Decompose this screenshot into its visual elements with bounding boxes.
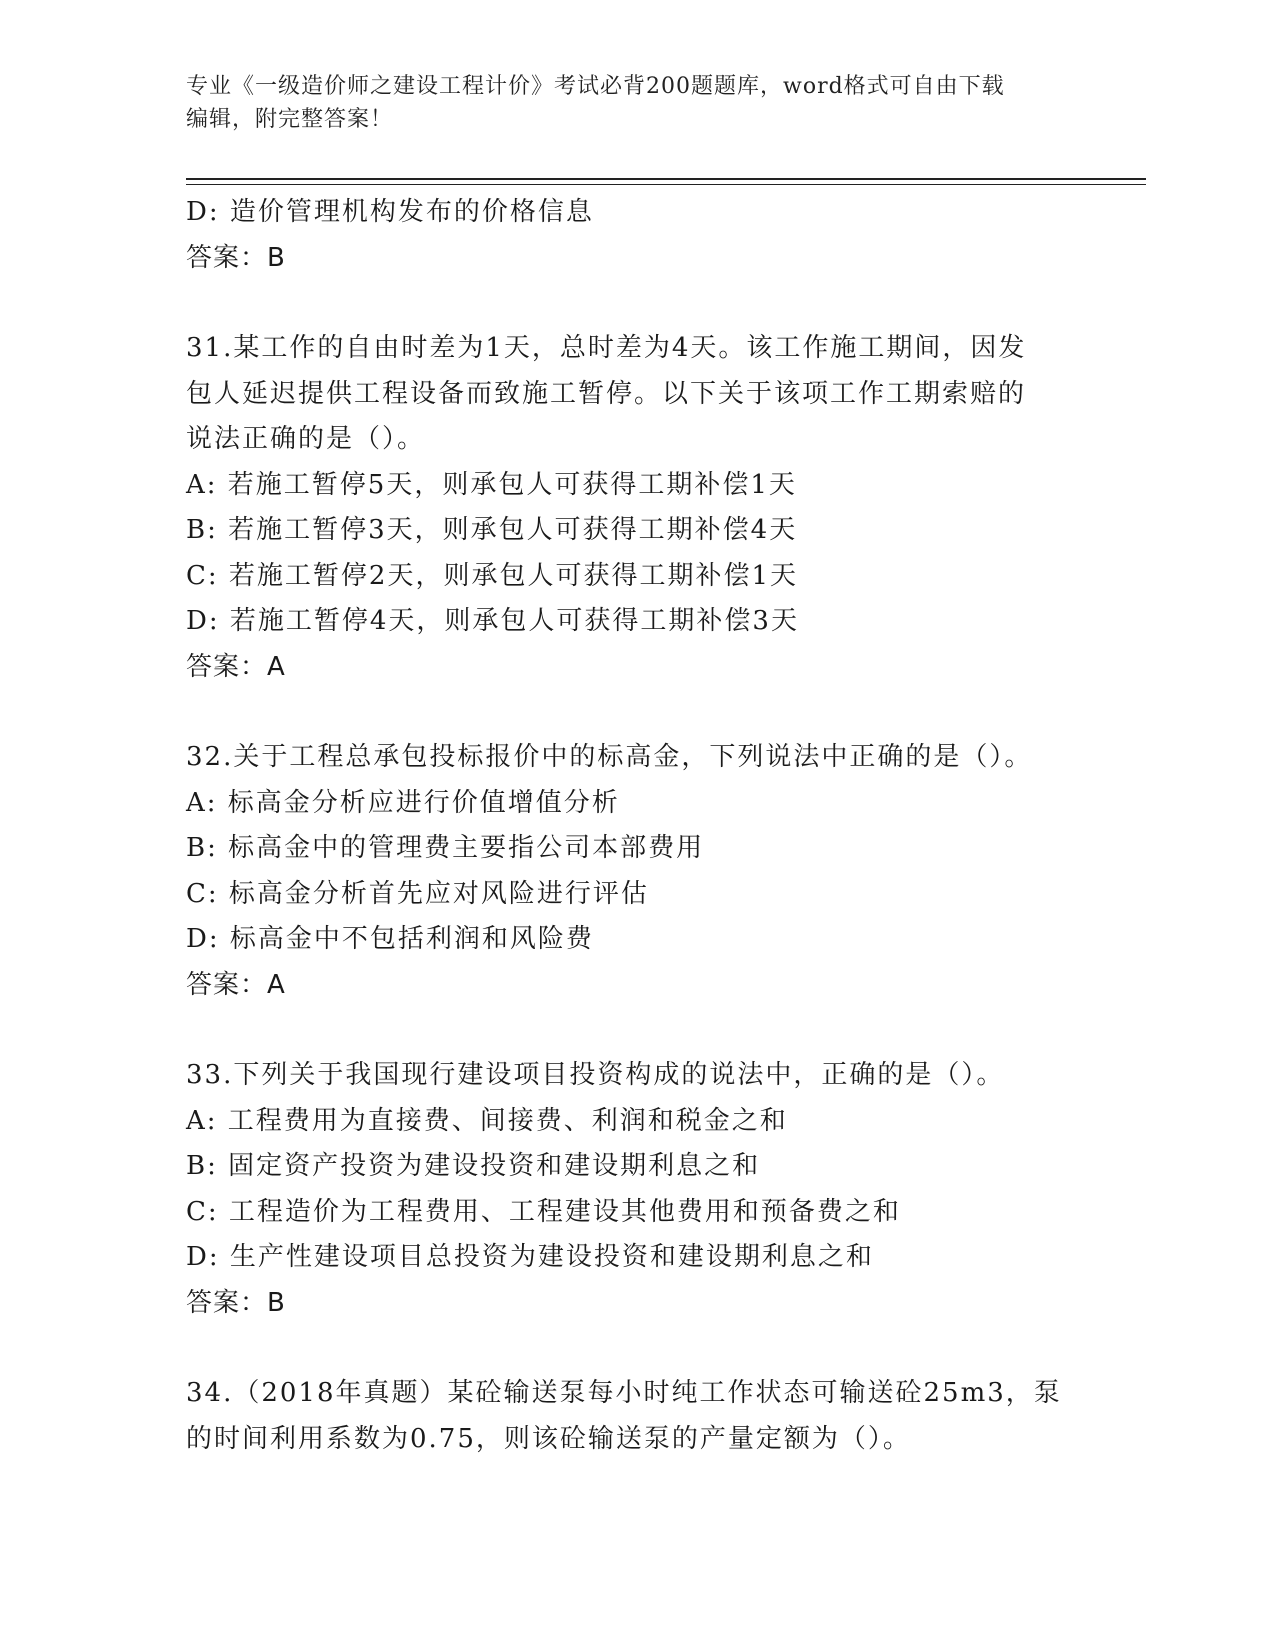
header-divider-thin: [186, 184, 1146, 185]
answer-line: 答案：B: [186, 242, 286, 273]
option-d: D: 生产性建设项目总投资为建设投资和建设期利息之和: [186, 1242, 874, 1272]
question-text: 包人延迟提供工程设备而致施工暂停。以下关于该项工作工期索赔的: [186, 378, 1027, 409]
spacer: [186, 1326, 1086, 1371]
page-header: [186, 70, 1066, 136]
question-31: [186, 326, 1086, 690]
question-list: [186, 190, 1086, 1462]
header-divider-thick: [186, 178, 1146, 180]
answer-line: 答案：A: [186, 651, 286, 682]
question-text: 31.某工作的自由时差为1天，总时差为4天。该工作施工期间，因发: [186, 333, 1027, 363]
answer-line: 答案：A: [186, 969, 286, 1000]
option-c: C: 标高金分析首先应对风险进行评估: [186, 878, 649, 909]
option-d: D: 若施工暂停4天，则承包人可获得工期补偿3天: [186, 606, 799, 636]
option-c: C: 若施工暂停2天，则承包人可获得工期补偿1天: [186, 560, 799, 591]
question-text: 34.（2018年真题）某砼输送泵每小时纯工作状态可输送砼25m3，泵: [186, 1378, 1062, 1408]
header-line-1: 专业《一级造价师之建设工程计价》考试必背200题题库，word格式可自由下载: [186, 74, 1005, 99]
option-a: A: 工程费用为直接费、间接费、利润和税金之和: [186, 1105, 788, 1136]
option-a: A: 若施工暂停5天，则承包人可获得工期补偿1天: [186, 469, 797, 500]
option-b: B: 固定资产投资为建设投资和建设期利息之和: [186, 1151, 761, 1181]
question-text: 32.关于工程总承包投标报价中的标高金，下列说法中正确的是（）。: [186, 742, 1033, 772]
option-b: B: 若施工暂停3天，则承包人可获得工期补偿4天: [186, 515, 798, 545]
question-33: [186, 1053, 1086, 1326]
option-d: D: 标高金中不包括利润和风险费: [186, 924, 594, 954]
question-34: [186, 1371, 1086, 1462]
question-32: [186, 735, 1086, 1008]
question-text: 33.下列关于我国现行建设项目投资构成的说法中，正确的是（）。: [186, 1060, 1005, 1090]
answer-line: 答案：B: [186, 1287, 286, 1318]
header-line-2: 编辑，附完整答案！: [186, 107, 394, 132]
option-d: D: 造价管理机构发布的价格信息: [186, 197, 594, 227]
question-text: 说法正确的是（）。: [186, 424, 426, 454]
question-text: 的时间利用系数为0.75，则该砼输送泵的产量定额为（）。: [186, 1423, 911, 1454]
spacer: [186, 1008, 1086, 1053]
option-b: B: 标高金中的管理费主要指公司本部费用: [186, 833, 705, 863]
option-c: C: 工程造价为工程费用、工程建设其他费用和预备费之和: [186, 1196, 901, 1227]
spacer: [186, 690, 1086, 735]
option-a: A: 标高金分析应进行价值增值分析: [186, 787, 620, 818]
spacer: [186, 281, 1086, 326]
